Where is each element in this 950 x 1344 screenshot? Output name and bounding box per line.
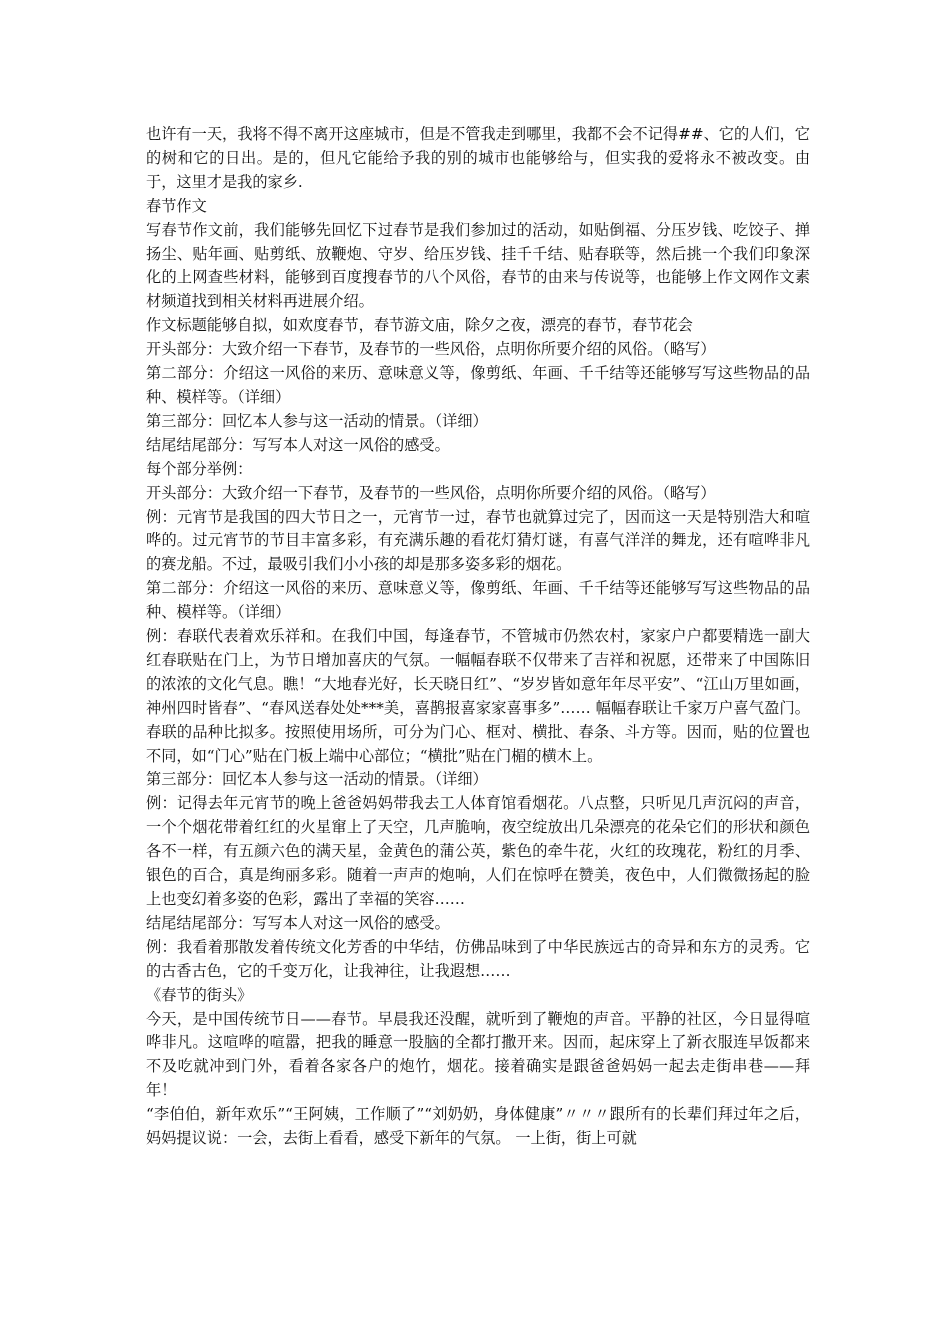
paragraph: 作文标题能够自拟，如欢度春节，春节游文庙，除夕之夜，漂亮的春节，春节花会	[146, 316, 693, 335]
paragraph: 例：元宵节是我国的四大节日之一，元宵节一过，春节也就算过完了，因而这一天是特别浩大和喧哗的。过元宵节的节目丰富多彩，有充满乐趣的看花灯猜灯谜，有喜气洋洋的舞龙，还有喧哗非凡的赛龙船。不过，最吸引我们小小孩的却是那多姿多彩的烟花。	[146, 507, 810, 574]
paragraph: 结尾结尾部分：写写本人对这一风俗的感受。	[146, 435, 450, 454]
paragraph: 第三部分：回忆本人参与这一活动的情景。（详细）	[146, 770, 488, 789]
paragraph: 第二部分：介绍这一风俗的来历、意味意义等，像剪纸、年画、千千结等还能够写写这些物品的品种、模样等。（详细）	[146, 579, 810, 622]
paragraph: 例：记得去年元宵节的晚上爸爸妈妈带我去工人体育馆看烟花。八点整，只听见几声沉闷的声音，一个个烟花带着红红的火星窜上了天空，几声脆响，夜空绽放出几朵漂亮的花朵它们的形状和颜色各不一样，有五颜六色的满天星，金黄色的蒲公英，紫色的牵牛花，火红的玫瑰花，粉红的月季、银色的百合，真是绚丽多彩。随着一声声的炮响，人们在惊呼在赞美，夜色中，人们微微扬起的脸上也变幻着多姿的色彩，露出了幸福的笑容……	[146, 794, 810, 908]
paragraph: 开头部分：大致介绍一下春节，及春节的一些风俗，点明你所要介绍的风俗。（略写）	[146, 483, 716, 502]
article-title: 《春节的街头》	[146, 985, 253, 1004]
paragraph: 第三部分：回忆本人参与这一活动的情景。（详细）	[146, 411, 488, 430]
paragraph: 开头部分：大致介绍一下春节，及春节的一些风俗，点明你所要介绍的风俗。（略写）	[146, 340, 716, 359]
paragraph: 每个部分举例：	[146, 459, 253, 478]
paragraph: 也许有一天，我将不得不离开这座城市，但是不管我走到哪里，我都不会不记得##、它的人们，它的树和它的日出。是的，但凡它能给予我的别的城市也能够给与，但实我的爱将永不被改变。由于，这里才是我的家乡.	[146, 125, 810, 191]
paragraph: 例：春联代表着欢乐祥和。在我们中国，每逢春节，不管城市仍然农村，家家户户都要精选一副大红春联贴在门上，为节日增加喜庆的气氛。一幅幅春联不仅带来了吉祥和祝愿，还带来了中国陈旧的浓浓的文化气息。瞧！“大地春光好，长天晓日红”、“岁岁皆如意年年尽平安”、“江山万里如画，神州四时皆春”、“春风送春处处***美，喜鹊报喜家家喜事多”…… 幅幅春联让千家万户喜气盈门。春联的品种比拟多。按照使用场所，可分为门心、框对、横批、春条、斗方等。因而，贴的位置也不同，如“门心”贴在门板上端中心部位；“横批”贴在门楣的横木上。	[146, 627, 810, 765]
document-page	[146, 123, 810, 1151]
paragraph: 例：我看着那散发着传统文化芳香的中华结，仿佛品味到了中华民族远古的奇异和东方的灵秀。它的古香古色，它的千变万化，让我神往，让我遐想……	[146, 937, 810, 980]
paragraph: 写春节作文前，我们能够先回忆下过春节是我们参加过的活动，如贴倒福、分压岁钱、吃饺子、掸扬尘、贴年画、贴剪纸、放鞭炮、守岁、给压岁钱、挂千千结、贴春联等，然后挑一个我们印象深化的上网查些材料，能够到百度搜春节的八个风俗，春节的由来与传说等，也能够上作文网作文素材频道找到相关材料再进展介绍。	[146, 220, 810, 311]
paragraph: 结尾结尾部分：写写本人对这一风俗的感受。	[146, 913, 450, 932]
paragraph: 今天，是中国传统节日——春节。早晨我还没醒，就听到了鞭炮的声音。平静的社区，今日显得喧哗非凡。这喧哗的喧嚣，把我的睡意一股脑的全都打撒开来。因而，起床穿上了新衣服连早饭都来不及吃就冲到门外，看着各家各户的炮竹，烟花。接着确实是跟爸爸妈妈一起去走街串巷——拜年！	[146, 1009, 810, 1100]
paragraph: “李伯伯，新年欢乐”“王阿姨，工作顺了”“刘奶奶，身体健康”〃〃〃跟所有的长辈们拜过年之后，妈妈提议说：一会，去街上看看，感受下新年的气氛。 一上街，街上可就	[146, 1105, 810, 1148]
section-heading: 春节作文	[146, 196, 207, 215]
paragraph: 第二部分：介绍这一风俗的来历、意味意义等，像剪纸、年画、千千结等还能够写写这些物品的品种、模样等。（详细）	[146, 364, 810, 406]
